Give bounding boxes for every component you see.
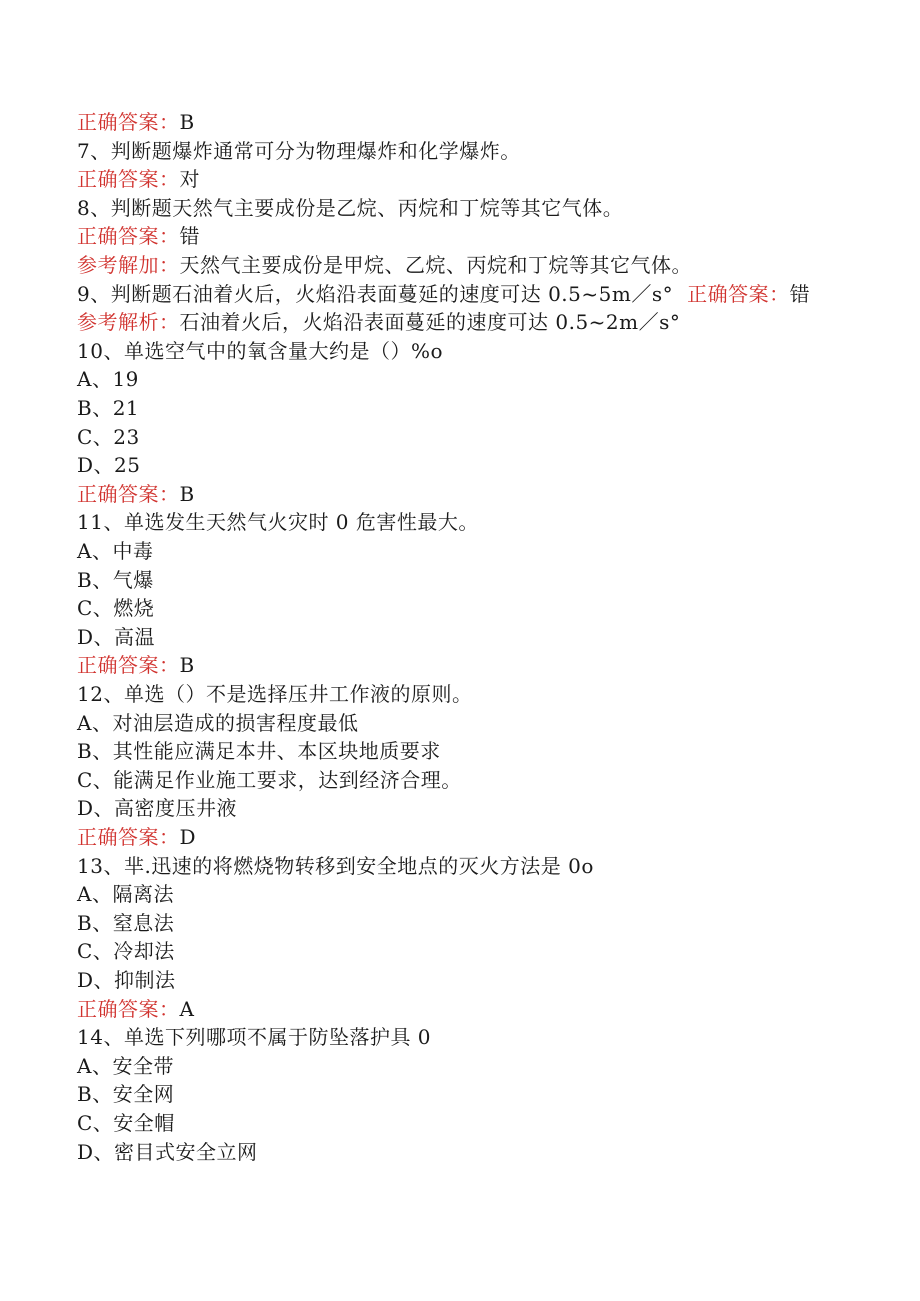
text-line: C、能满足作业施工要求，达到经济合理。 <box>77 767 462 792</box>
text-line: 12、单选（）不是选择压井工作液的原则。 <box>77 682 473 706</box>
answer-value: 天然气主要成份是甲烷、乙烷、丙烷和丁烷等其它气体。 <box>179 253 692 277</box>
answer-label: 正确答案： <box>687 281 790 306</box>
text-line: B、气爆 <box>77 567 154 592</box>
answer-label: 正确答案： <box>77 653 180 678</box>
text-line: A、对油层造成的损害程度最低 <box>77 710 359 735</box>
answer-line <box>77 109 195 137</box>
answer-label: 正确答案： <box>77 224 180 249</box>
text-line: A、19 <box>77 367 139 392</box>
question-with-answer-line <box>77 281 810 309</box>
answer-value: 石油着火后，火焰沿表面蔓延的速度可达 0.5~2m／s° <box>179 310 681 335</box>
answer-value: A <box>179 996 195 1021</box>
answer-value: 错 <box>789 281 811 306</box>
answer-value: B <box>179 653 195 678</box>
text-line: B、安全网 <box>77 1082 175 1107</box>
text-line: A、隔离法 <box>77 882 174 907</box>
answer-value: B <box>179 110 195 134</box>
text-line: 11、单选发生天然气火灾时 0 危害性最大。 <box>77 510 479 535</box>
text-line: C、23 <box>77 424 140 449</box>
text-line: A、中毒 <box>77 539 154 563</box>
answer-line <box>77 223 200 251</box>
text-line: D、高密度压井液 <box>77 796 238 821</box>
text-line: 10、单选空气中的氧含量大约是（）%o <box>77 338 443 363</box>
text-line: C、安全帽 <box>77 1111 175 1135</box>
text-line: B、窒息法 <box>77 910 175 935</box>
text-line: D、抑制法 <box>77 968 176 992</box>
answer-line <box>77 252 692 280</box>
text-line: 14、单选下列哪项不属于防坠落护具 0 <box>77 1025 432 1050</box>
answer-line <box>77 166 200 194</box>
answer-label: 正确答案： <box>77 110 180 134</box>
text-line: A、安全带 <box>77 1053 174 1078</box>
answer-line <box>77 309 680 337</box>
answer-value: D <box>179 825 197 849</box>
text-line: D、高温 <box>77 624 156 649</box>
answer-value: 对 <box>179 167 200 192</box>
answer-label: 正确答案： <box>77 825 180 849</box>
text-line: C、冷却法 <box>77 939 175 964</box>
answer-label: 正确答案： <box>77 167 180 192</box>
answer-line <box>77 481 195 509</box>
answer-line <box>77 996 194 1024</box>
text-line: 7、判断题爆炸通常可分为物理爆炸和化学爆炸。 <box>77 138 521 163</box>
text-line: D、密目式安全立网 <box>77 1139 258 1164</box>
answer-line <box>77 824 196 852</box>
text-line: 8、判断题天然气主要成份是乙烷、丙烷和丁烷等其它气体。 <box>77 195 624 220</box>
text-line: 13、芈.迅速的将燃烧物转移到安全地点的灭火方法是 0o <box>77 853 594 878</box>
text-line: D、25 <box>77 453 141 478</box>
answer-value: 错 <box>179 224 200 249</box>
answer-label: 正确答案： <box>77 481 180 506</box>
text-line: C、燃烧 <box>77 596 155 621</box>
answer-label: 正确答案： <box>77 996 180 1021</box>
question-text: 9、判断题石油着火后，火焰沿表面蔓延的速度可达 0.5~5m／s° <box>77 281 674 306</box>
text-line: B、其性能应满足本井、本区块地质要求 <box>77 739 441 764</box>
answer-line <box>77 652 195 680</box>
answer-label: 参考解析： <box>77 310 180 335</box>
answer-label: 参考解加： <box>77 253 180 277</box>
answer-value: B <box>179 481 195 506</box>
text-line: B、21 <box>77 396 140 420</box>
